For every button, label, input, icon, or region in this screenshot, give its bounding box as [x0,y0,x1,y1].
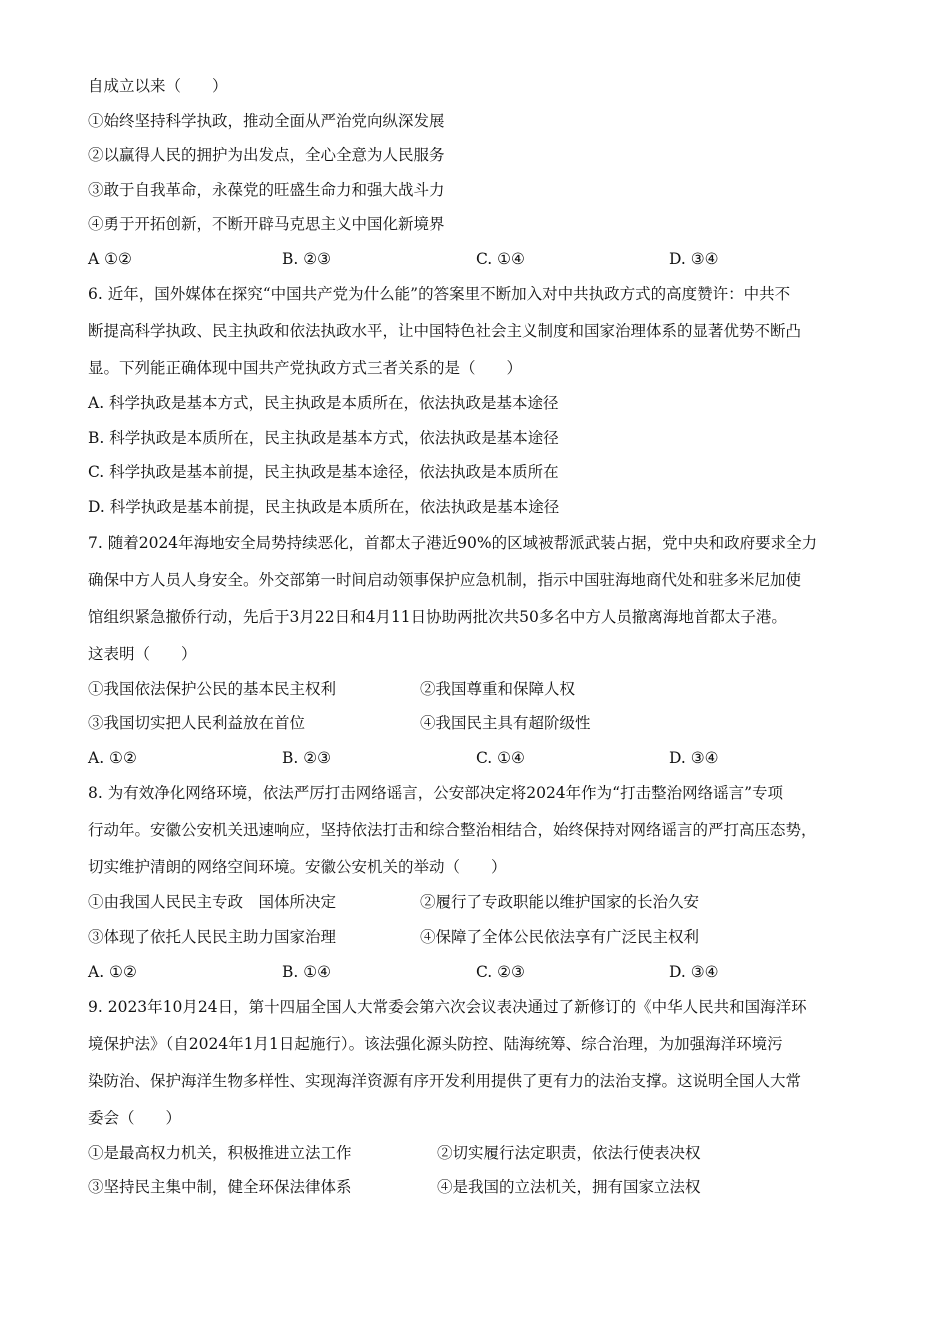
q8-option-c: C. ②③ [476,963,525,981]
q7-stem-line-2: 确保中方人员人身安全。外交部第一时间启动领事保护应急机制，指示中国驻海地商代处和驻多米尼加使 [88,571,802,589]
q6-stem-line-2: 断提高科学执政、民主执政和依法执政水平，让中国特色社会主义制度和国家治理体系的显著优势不断凸 [88,322,802,340]
q5-option-c: C. ①④ [476,250,525,268]
q6-stem-line-1: 6. 近年，国外媒体在探究“中国共产党为什么能”的答案里不断加入对中共执政方式的高度赞许：中共不 [88,285,791,303]
q7-option-c: C. ①④ [476,749,525,767]
q7-option-a: A. ①② [88,749,137,767]
q5-option-d: D. ③④ [669,250,719,268]
q5-item-1: ①始终坚持科学执政，推动全面从严治党向纵深发展 [88,112,445,130]
q9-stem-line-1: 9. 2023年10月24日，第十四届全国人大常委会第六次会议表决通过了新修订的《中华人民共和国海洋环 [88,998,807,1016]
q7-option-d: D. ③④ [669,749,719,767]
q7-stem-line-1: 7. 随着2024年海地安全局势持续恶化，首都太子港近90%的区域被帮派武装占据，党中央和政府要求全力 [88,534,818,552]
q5-stem-end: 自成立以来（ ） [88,77,228,95]
q9-item-2: ②切实履行法定职责，依法行使表决权 [437,1144,701,1162]
q7-item-1: ①我国依法保护公民的基本民主权利 [88,680,337,698]
q5-item-3: ③敢于自我革命，永葆党的旺盛生命力和强大战斗力 [88,181,445,199]
q6-option-c: C. 科学执政是基本前提，民主执政是基本途径，依法执政是本质所在 [88,463,559,481]
q8-item-3: ③体现了依托人民民主助力国家治理 [88,928,337,946]
q8-stem-line-2: 行动年。安徽公安机关迅速响应，坚持依法打击和综合整治相结合，始终保持对网络谣言的严打高压态势， [88,821,817,839]
q5-option-a: A ①② [88,250,132,268]
q8-option-a: A. ①② [88,963,137,981]
q6-option-a: A. 科学执政是基本方式，民主执政是本质所在，依法执政是基本途径 [88,394,559,412]
q8-stem-line-3: 切实维护清朗的网络空间环境。安徽公安机关的举动（ ） [88,858,507,876]
q8-item-1: ①由我国人民民主专政 国体所决定 [88,893,337,911]
q7-item-3: ③我国切实把人民利益放在首位 [88,714,306,732]
q7-option-b: B. ②③ [282,749,332,767]
q8-option-b: B. ①④ [282,963,332,981]
q6-stem-line-3: 显。下列能正确体现中国共产党执政方式三者关系的是（ ） [88,359,523,377]
q7-item-2: ②我国尊重和保障人权 [420,680,576,698]
q8-item-2: ②履行了专政职能以维护国家的长治久安 [420,893,700,911]
q9-stem-line-3: 染防治、保护海洋生物多样性、实现海洋资源有序开发利用提供了更有力的法治支撑。这说明全国人大常 [88,1072,802,1090]
q6-option-b: B. 科学执政是本质所在，民主执政是基本方式，依法执政是基本途径 [88,429,559,447]
q7-item-4: ④我国民主具有超阶级性 [420,714,591,732]
q7-stem-line-3: 馆组织紧急撤侨行动，先后于3月22日和4月11日协助两批次共50多名中方人员撤离海地首都太子港。 [88,608,787,626]
q5-option-b: B. ②③ [282,250,332,268]
q9-item-4: ④是我国的立法机关，拥有国家立法权 [437,1178,701,1196]
q9-stem-line-2: 境保护法》（自2024年1月1日起施行）。该法强化源头防控、陆海统筹、综合治理，为加强海洋环境污 [88,1035,783,1053]
q9-stem-line-4: 委会（ ） [88,1109,182,1127]
q8-item-4: ④保障了全体公民依法享有广泛民主权利 [420,928,700,946]
q8-stem-line-1: 8. 为有效净化网络环境，依法严厉打击网络谣言，公安部决定将2024年作为“打击整治网络谣言”专项 [88,784,784,802]
q9-item-1: ①是最高权力机关，积极推进立法工作 [88,1144,352,1162]
q6-option-d: D. 科学执政是基本前提，民主执政是本质所在，依法执政是基本途径 [88,498,560,516]
q9-item-3: ③坚持民主集中制，健全环保法律体系 [88,1178,352,1196]
q8-option-d: D. ③④ [669,963,719,981]
q5-item-4: ④勇于开拓创新，不断开辟马克思主义中国化新境界 [88,215,445,233]
q5-item-2: ②以赢得人民的拥护为出发点，全心全意为人民服务 [88,146,445,164]
q7-stem-line-4: 这表明（ ） [88,645,197,663]
